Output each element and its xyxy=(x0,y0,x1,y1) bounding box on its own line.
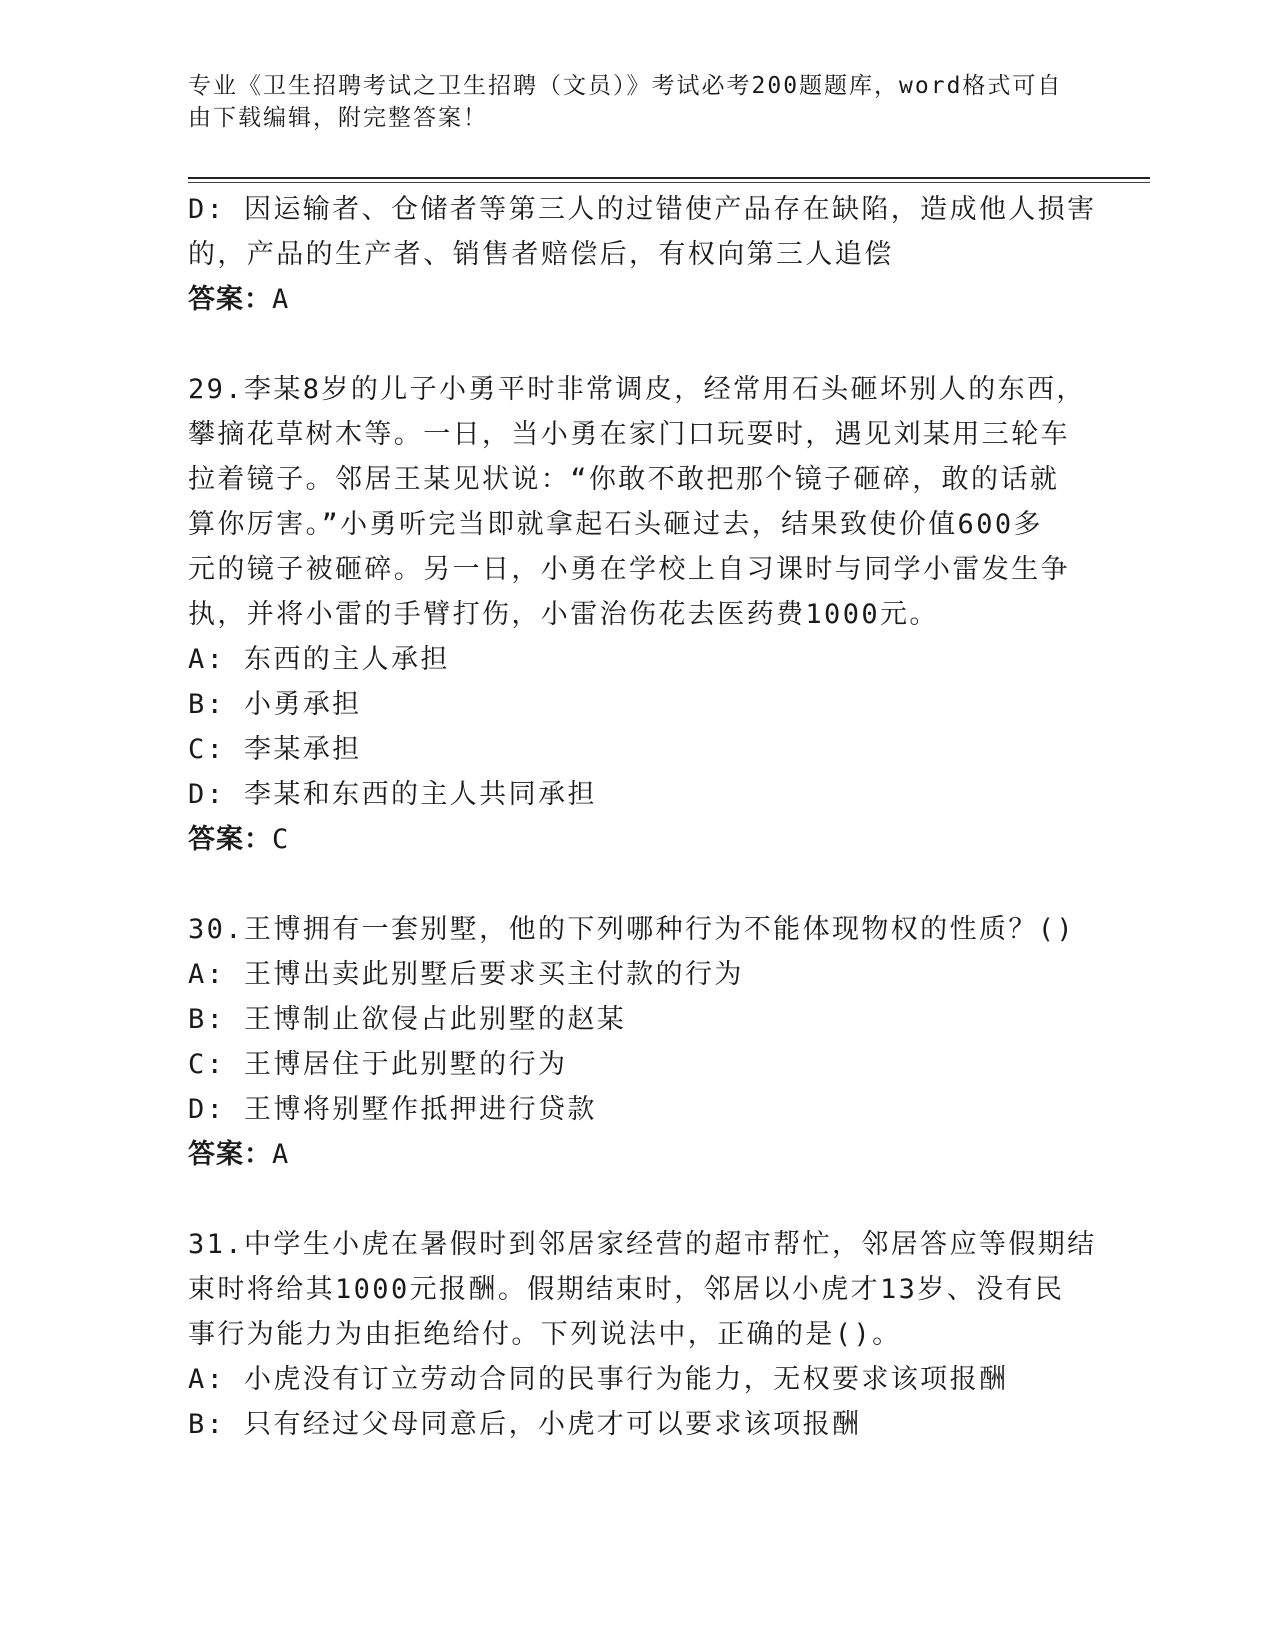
document-header xyxy=(188,70,1068,134)
question-29-stem-line: 攀摘花草树木等。一日，当小勇在家门口玩耍时，遇见刘某用三轮车 xyxy=(188,419,1070,450)
question-30-answer xyxy=(188,1132,1088,1177)
question-29-stem-line: 29.李某8岁的儿子小勇平时非常调皮，经常用石头砸坏别人的东西， xyxy=(188,374,1086,405)
option-d-line-2: 的，产品的生产者、销售者赔偿后，有权向第三人追偿 xyxy=(188,239,894,270)
header-divider-thin xyxy=(188,182,1150,183)
question-30-option-b: B: 王博制止欲侵占此别墅的赵某 xyxy=(188,1004,627,1035)
question-31-option-a: A: 小虎没有订立劳动合同的民事行为能力，无权要求该项报酬 xyxy=(188,1364,1009,1395)
question-30-stem-line: 30.王博拥有一套别墅，他的下列哪种行为不能体现物权的性质？() xyxy=(188,914,1076,945)
answer-label: 答案： xyxy=(188,1139,272,1170)
answer-line xyxy=(188,277,1088,322)
question-29-option-c: C: 李某承担 xyxy=(188,734,362,765)
document-body xyxy=(188,187,1097,1447)
header-line-2: 由下载编辑，附完整答案！ xyxy=(188,105,488,131)
spacer xyxy=(188,862,1088,907)
question-29-option-d: D: 李某和东西的主人共同承担 xyxy=(188,779,597,810)
option-d-line-1: D: 因运输者、仓储者等第三人的过错使产品存在缺陷，造成他人损害 xyxy=(188,194,1097,225)
header-line-1: 专业《卫生招聘考试之卫生招聘（文员）》考试必考200题题库，word格式可自 xyxy=(188,73,1063,99)
question-29-stem-line: 执，并将小雷的手臂打伤，小雷治伤花去医药费1000元。 xyxy=(188,599,939,630)
question-30 xyxy=(188,907,1088,1177)
question-29-stem-line: 拉着镜子。邻居王某见状说：“你敢不敢把那个镜子砸碎，敢的话就 xyxy=(188,464,1060,495)
answer-value: A xyxy=(272,284,290,315)
question-31-stem-line: 31.中学生小虎在暑假时到邻居家经营的超市帮忙，邻居答应等假期结 xyxy=(188,1229,1097,1260)
answer-label: 答案： xyxy=(188,824,272,855)
question-29-answer xyxy=(188,817,1088,862)
question-29-stem-line: 算你厉害。”小勇听完当即就拿起石头砸过去，结果致使价值600多 xyxy=(188,509,1043,540)
answer-value: A xyxy=(272,1139,290,1170)
question-30-option-c: C: 王博居住于此别墅的行为 xyxy=(188,1049,568,1080)
question-30-option-d: D: 王博将别墅作抵押进行贷款 xyxy=(188,1094,597,1125)
question-31-stem-line: 束时将给其1000元报酬。假期结束时，邻居以小虎才13岁、没有民 xyxy=(188,1274,1065,1305)
spacer xyxy=(188,1177,1088,1222)
answer-label: 答案： xyxy=(188,284,272,315)
question-30-option-a: A: 王博出卖此别墅后要求买主付款的行为 xyxy=(188,959,744,990)
spacer xyxy=(188,322,1088,367)
question-29-stem-line: 元的镜子被砸碎。另一日，小勇在学校上自习课时与同学小雷发生争 xyxy=(188,554,1070,585)
header-divider-thick xyxy=(188,177,1150,179)
question-29-option-a: A: 东西的主人承担 xyxy=(188,644,450,675)
question-31-stem-line: 事行为能力为由拒绝给付。下列说法中，正确的是()。 xyxy=(188,1319,902,1350)
answer-value: C xyxy=(272,824,290,855)
question-31-option-b: B: 只有经过父母同意后，小虎才可以要求该项报酬 xyxy=(188,1409,862,1440)
prev-question-tail xyxy=(188,187,1097,322)
question-29 xyxy=(188,367,1088,862)
question-29-option-b: B: 小勇承担 xyxy=(188,689,362,720)
question-31 xyxy=(188,1222,1097,1447)
